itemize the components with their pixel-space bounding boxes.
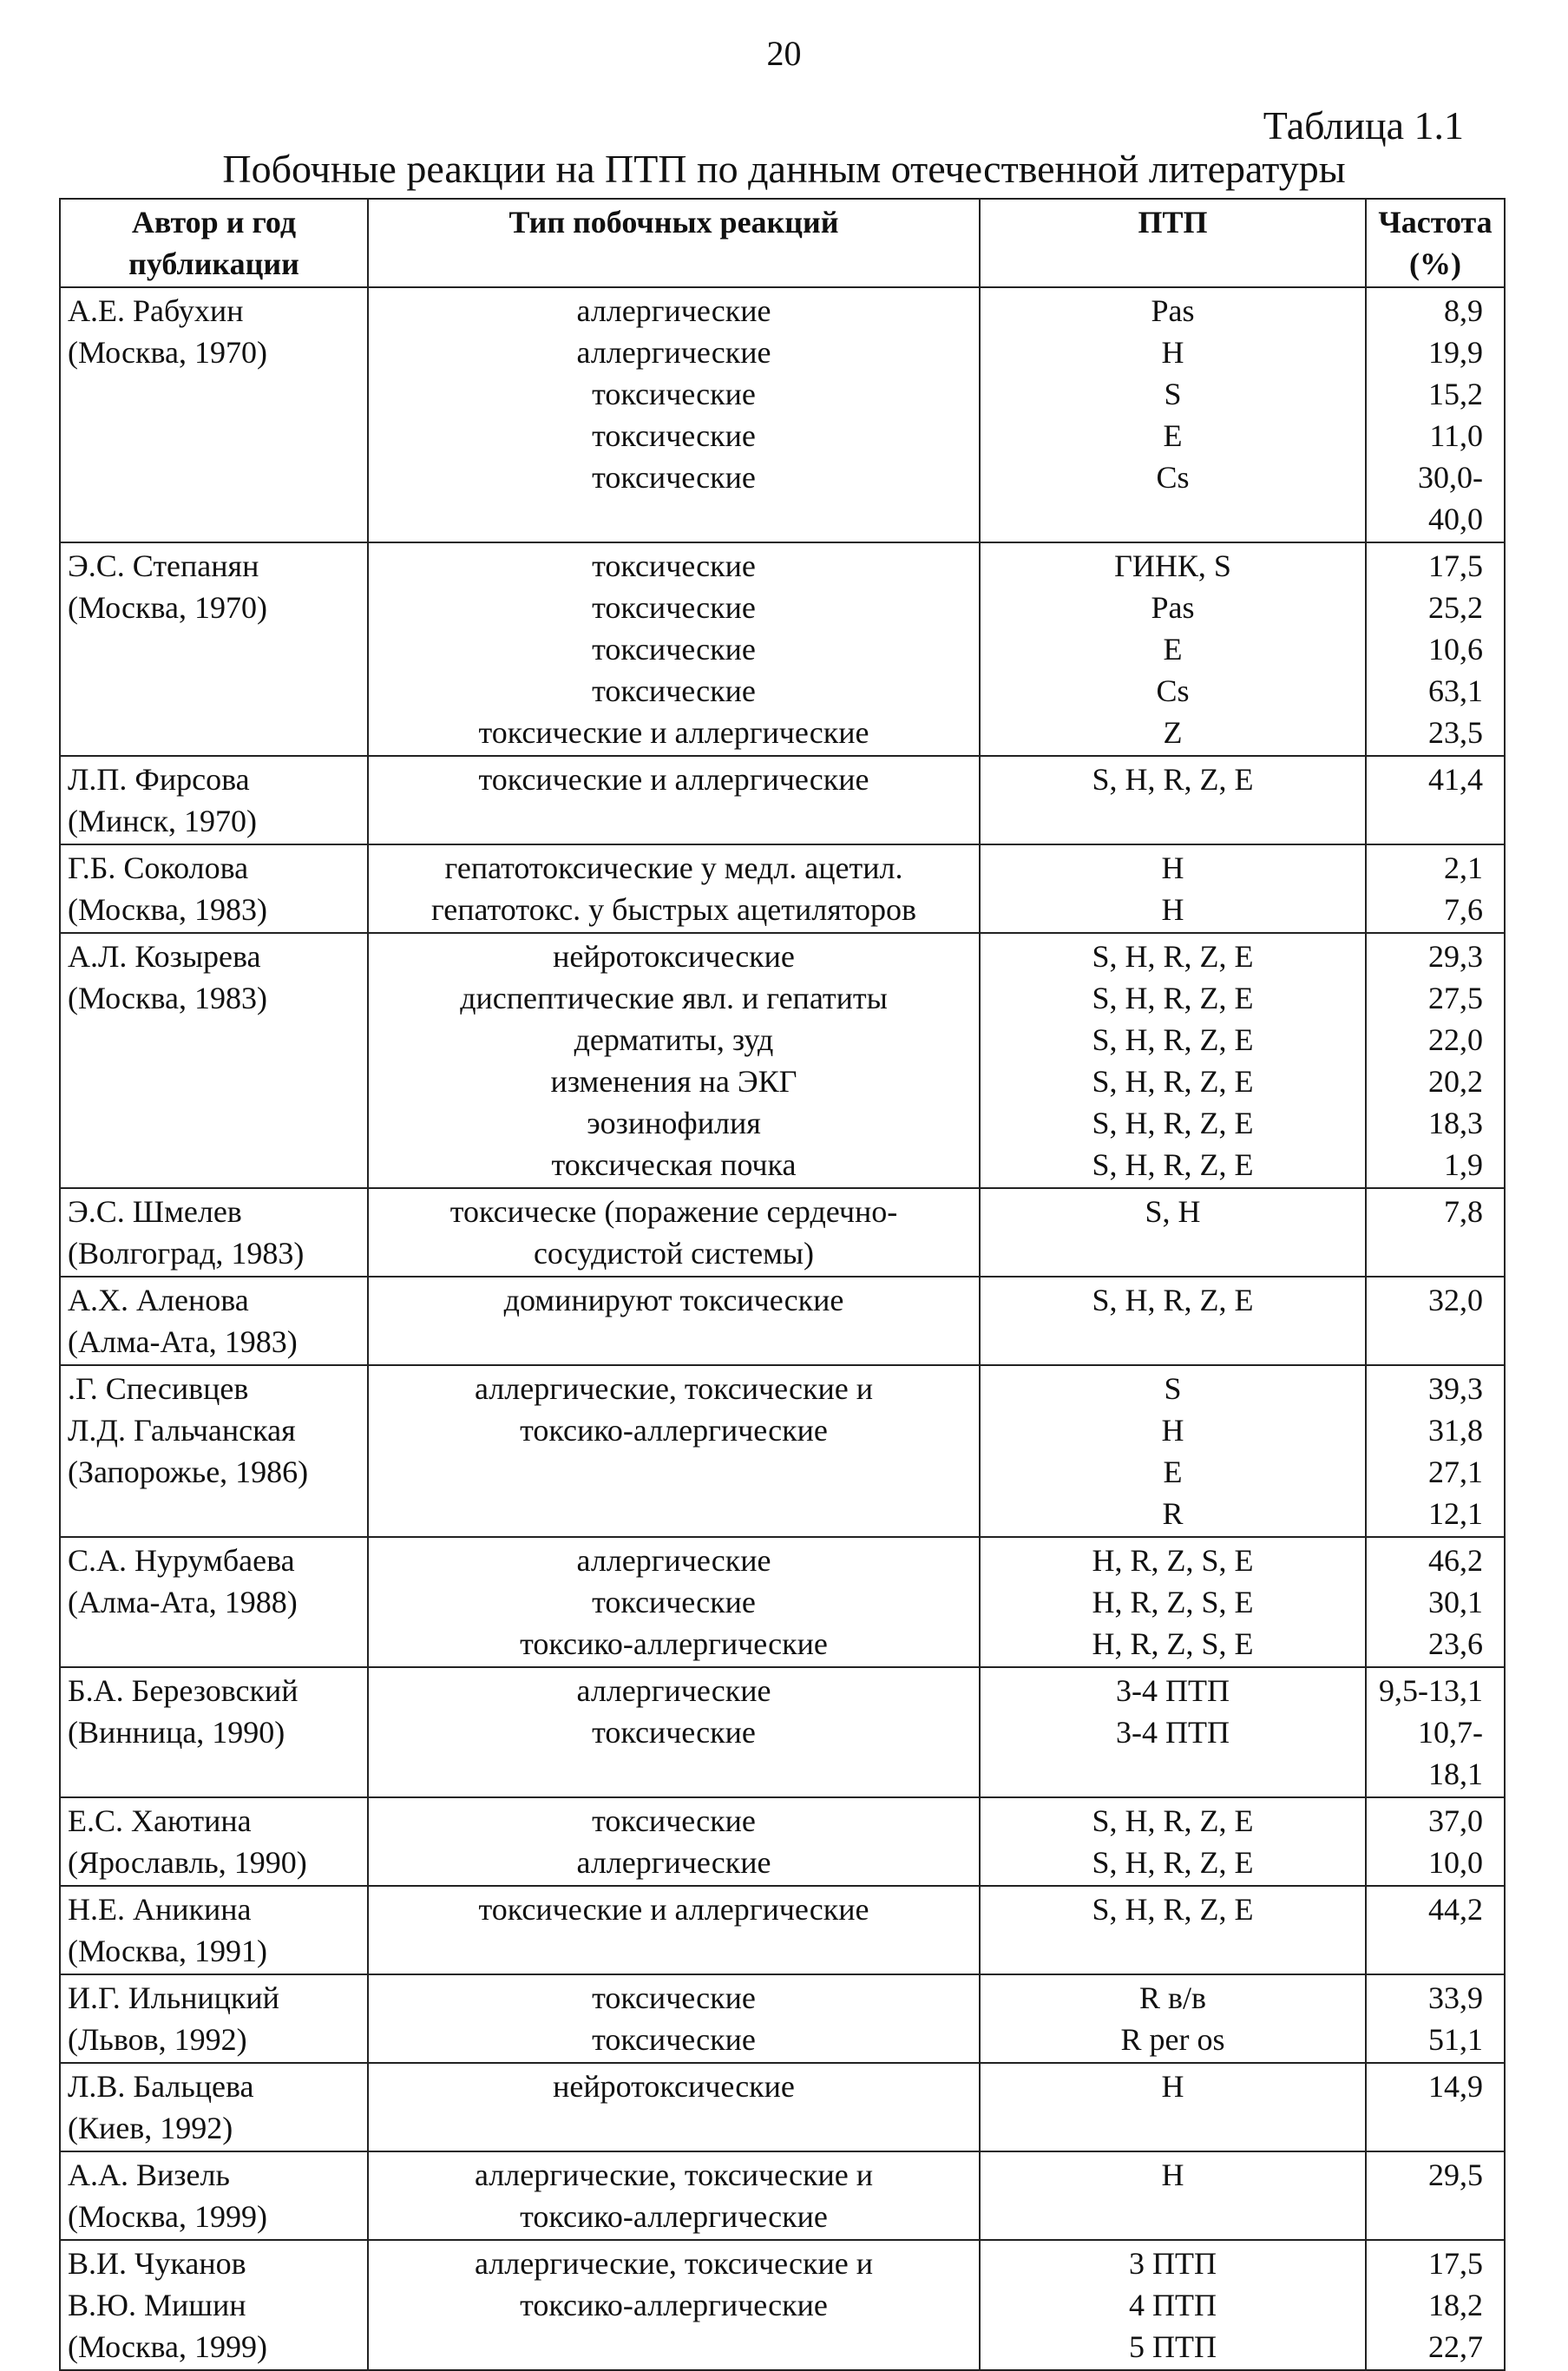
cell-author-line: Н.Е. Аникина: [68, 1892, 252, 1927]
cell-author: [60, 542, 368, 756]
cell-drug-line: S, H, R, Z, E: [1092, 1803, 1254, 1838]
cell-reaction-type-line: токсическе (поражение сердечно-: [449, 1194, 898, 1229]
table-row: [60, 1797, 1505, 1886]
cell-drug-line: 4 ПТП: [1129, 2288, 1217, 2322]
cell-reaction-type: [368, 2063, 980, 2151]
cell-frequency-line: 23,5: [1428, 715, 1483, 750]
cell-frequency: [1366, 756, 1505, 844]
cell-frequency: [1366, 1277, 1505, 1365]
cell-author-line: С.А. Нурумбаева: [68, 1543, 295, 1578]
cell-frequency-line: 17,5: [1428, 548, 1483, 583]
cell-reaction-type-line: аллергические, токсические и: [475, 2246, 873, 2281]
cell-reaction-type-line: нейротоксические: [553, 939, 795, 974]
table-row: [60, 1886, 1505, 1974]
cell-reaction-type-line: аллергические: [576, 1543, 771, 1578]
cell-reaction-type-line: токсико-аллергические: [520, 1626, 828, 1661]
cell-frequency-line: 30,0-40,0: [1418, 460, 1483, 536]
cell-reaction-type-line: токсические и аллергические: [478, 762, 869, 797]
cell-reaction-type-line: токсические: [592, 1585, 756, 1619]
cell-reaction-type: [368, 1886, 980, 1974]
cell-drug-line: S, H, R, Z, E: [1092, 1147, 1254, 1182]
cell-drug-line: S, H, R, Z, E: [1092, 1845, 1254, 1880]
cell-author-line: (Львов, 1992): [68, 2022, 247, 2057]
cell-author-line: (Киев, 1992): [68, 2111, 233, 2145]
cell-drug-line: Cs: [1156, 460, 1190, 495]
cell-frequency: [1366, 287, 1505, 542]
cell-frequency-line: 41,4: [1428, 762, 1483, 797]
cell-drug: [980, 2063, 1366, 2151]
cell-frequency-line: 51,1: [1428, 2022, 1483, 2057]
cell-frequency-line: 1,9: [1444, 1147, 1483, 1182]
cell-reaction-type-line: сосудистой системы): [533, 1236, 815, 1271]
cell-frequency-line: 18,3: [1428, 1106, 1483, 1140]
adverse-reactions-table: [59, 198, 1506, 2371]
cell-frequency-line: 44,2: [1428, 1892, 1483, 1927]
cell-frequency-line: 17,5: [1428, 2246, 1483, 2281]
cell-frequency-line: 7,6: [1444, 892, 1483, 927]
cell-drug: [980, 844, 1366, 933]
cell-frequency: [1366, 1188, 1505, 1277]
cell-author-line: Б.А. Березовский: [68, 1673, 299, 1708]
cell-drug: [980, 1188, 1366, 1277]
cell-reaction-type: [368, 1188, 980, 1277]
cell-author-line: (Волгоград, 1983): [68, 1236, 305, 1271]
cell-reaction-type-line: аллергические: [576, 1673, 771, 1708]
page-number: 20: [766, 34, 802, 73]
cell-frequency-line: 27,5: [1428, 981, 1483, 1015]
table-row: [60, 1188, 1505, 1277]
cell-drug-line: H, R, Z, S, E: [1092, 1543, 1254, 1578]
cell-frequency-line: 10,7-18,1: [1418, 1715, 1483, 1791]
cell-reaction-type-line: токсико-аллергические: [520, 2288, 828, 2322]
cell-frequency-line: 27,1: [1428, 1455, 1483, 1489]
cell-drug-line: 5 ПТП: [1129, 2329, 1217, 2364]
cell-frequency-line: 39,3: [1428, 1371, 1483, 1406]
cell-reaction-type-line: токсические: [592, 377, 756, 411]
table-header-row: [60, 199, 1505, 287]
cell-frequency-line: 15,2: [1428, 377, 1483, 411]
header-frequency-line: Частота: [1378, 205, 1493, 240]
cell-author-line: И.Г. Ильницкий: [68, 1980, 279, 2015]
cell-reaction-type-line: аллергические: [576, 335, 771, 370]
cell-frequency-line: 20,2: [1428, 1064, 1483, 1099]
table-row: [60, 2240, 1505, 2370]
cell-reaction-type-line: токсические: [592, 1715, 756, 1750]
table-title: Побочные реакции на ПТП по данным отечественной литературы: [222, 147, 1346, 191]
cell-frequency-line: 32,0: [1428, 1283, 1483, 1317]
cell-author-line: (Москва, 1999): [68, 2329, 267, 2364]
cell-frequency-line: 14,9: [1428, 2069, 1483, 2104]
cell-drug-line: Pas: [1151, 590, 1195, 625]
cell-drug: [980, 2151, 1366, 2240]
cell-frequency-line: 46,2: [1428, 1543, 1483, 1578]
cell-author-line: А.Л. Козырева: [68, 939, 261, 974]
cell-drug-line: H: [1161, 892, 1184, 927]
cell-frequency-line: 37,0: [1428, 1803, 1483, 1838]
cell-frequency-line: 10,6: [1428, 632, 1483, 667]
cell-frequency: [1366, 1974, 1505, 2063]
cell-drug-line: H: [1161, 2158, 1184, 2192]
cell-author-line: (Запорожье, 1986): [68, 1455, 309, 1489]
cell-reaction-type-line: нейротоксические: [553, 2069, 795, 2104]
cell-reaction-type-line: гепатотоксические у медл. ацетил.: [444, 851, 903, 885]
cell-frequency: [1366, 542, 1505, 756]
table-row: [60, 1277, 1505, 1365]
header-author: [60, 199, 368, 287]
cell-drug-line: R per os: [1120, 2022, 1225, 2057]
cell-author: [60, 1365, 368, 1537]
header-frequency: [1366, 199, 1505, 287]
cell-reaction-type-line: токсические: [592, 548, 756, 583]
cell-author: [60, 287, 368, 542]
cell-frequency-line: 18,2: [1428, 2288, 1483, 2322]
table-row: [60, 287, 1505, 542]
cell-frequency-line: 12,1: [1428, 1496, 1483, 1531]
cell-author: [60, 756, 368, 844]
cell-drug: [980, 756, 1366, 844]
cell-drug-line: Pas: [1151, 293, 1195, 328]
cell-frequency-line: 11,0: [1429, 418, 1483, 453]
cell-author-line: В.И. Чуканов: [68, 2246, 246, 2281]
cell-reaction-type: [368, 844, 980, 933]
cell-drug: [980, 542, 1366, 756]
table-row: [60, 1974, 1505, 2063]
cell-author: [60, 1797, 368, 1886]
cell-frequency-line: 25,2: [1428, 590, 1483, 625]
cell-reaction-type-line: токсическая почка: [551, 1147, 797, 1182]
cell-reaction-type-line: аллергические: [576, 293, 771, 328]
cell-reaction-type-line: гепатотокс. у быстрых ацетиляторов: [430, 892, 917, 927]
table-row: [60, 844, 1505, 933]
cell-reaction-type-line: токсические: [592, 1980, 756, 2015]
cell-author-line: А.Х. Аленова: [68, 1283, 249, 1317]
cell-drug: [980, 2240, 1366, 2370]
cell-frequency-line: 22,7: [1428, 2329, 1483, 2364]
cell-drug-line: S, H, R, Z, E: [1092, 1022, 1254, 1057]
cell-reaction-type-line: токсико-аллергические: [520, 2199, 828, 2234]
cell-reaction-type-line: токсические: [592, 2022, 756, 2057]
table-row: [60, 542, 1505, 756]
table-row: [60, 2063, 1505, 2151]
cell-drug-line: R в/в: [1138, 1980, 1206, 2015]
cell-drug: [980, 1886, 1366, 1974]
cell-author-line: В.Ю. Мишин: [68, 2288, 246, 2322]
cell-frequency: [1366, 1886, 1505, 1974]
cell-reaction-type: [368, 1277, 980, 1365]
cell-author: [60, 1188, 368, 1277]
cell-frequency-line: 63,1: [1428, 673, 1483, 708]
cell-frequency: [1366, 2240, 1505, 2370]
cell-author-line: (Минск, 1970): [68, 804, 257, 838]
cell-author: [60, 1667, 368, 1797]
cell-frequency-line: 7,8: [1444, 1194, 1483, 1229]
cell-reaction-type-line: токсические: [592, 590, 756, 625]
cell-reaction-type-line: токсические и аллергические: [478, 1892, 869, 1927]
cell-author-line: (Алма-Ата, 1988): [68, 1585, 298, 1619]
cell-author-line: Г.Б. Соколова: [68, 851, 249, 885]
cell-drug-line: 3-4 ПТП: [1116, 1715, 1230, 1750]
cell-drug: [980, 1365, 1366, 1537]
cell-reaction-type-line: диспептические явл. и гепатиты: [460, 981, 888, 1015]
table-row: [60, 933, 1505, 1188]
cell-reaction-type-line: токсико-аллергические: [520, 1413, 828, 1448]
cell-drug-line: S: [1164, 1371, 1182, 1406]
cell-reaction-type: [368, 2240, 980, 2370]
cell-drug-line: E: [1163, 418, 1183, 453]
cell-frequency: [1366, 1667, 1505, 1797]
cell-frequency-line: 29,5: [1428, 2158, 1483, 2192]
cell-drug-line: R: [1162, 1496, 1184, 1531]
cell-frequency-line: 29,3: [1428, 939, 1483, 974]
cell-author: [60, 1886, 368, 1974]
table-row: [60, 756, 1505, 844]
cell-drug-line: H: [1161, 1413, 1184, 1448]
cell-drug-line: S, H, R, Z, E: [1092, 1064, 1254, 1099]
cell-reaction-type-line: эозинофилия: [587, 1106, 761, 1140]
cell-drug-line: Cs: [1156, 673, 1190, 708]
cell-reaction-type-line: аллергические: [576, 1845, 771, 1880]
cell-drug-line: S, H: [1145, 1194, 1201, 1229]
cell-drug-line: H, R, Z, S, E: [1092, 1585, 1254, 1619]
header-reaction-type: Тип побочных реакций: [368, 199, 980, 287]
cell-author-line: Л.Д. Гальчанская: [68, 1413, 296, 1448]
cell-reaction-type-line: изменения на ЭКГ: [550, 1064, 797, 1099]
cell-author: [60, 2151, 368, 2240]
cell-frequency: [1366, 2151, 1505, 2240]
cell-drug: [980, 1797, 1366, 1886]
cell-reaction-type-line: токсические: [592, 1803, 756, 1838]
cell-author-line: Л.В. Бальцева: [68, 2069, 254, 2104]
cell-drug-line: 3 ПТП: [1129, 2246, 1217, 2281]
cell-reaction-type-line: токсические: [592, 418, 756, 453]
cell-drug-line: Z: [1163, 715, 1183, 750]
cell-drug-line: H: [1161, 2069, 1184, 2104]
cell-reaction-type: [368, 2151, 980, 2240]
table-caption: Таблица 1.1: [1263, 103, 1464, 148]
cell-frequency-line: 31,8: [1428, 1413, 1483, 1448]
cell-author-line: (Москва, 1983): [68, 981, 267, 1015]
table-row: [60, 2151, 1505, 2240]
cell-author-line: (Москва, 1970): [68, 590, 267, 625]
cell-reaction-type: [368, 287, 980, 542]
cell-reaction-type: [368, 1365, 980, 1537]
table-row: [60, 1365, 1505, 1537]
cell-author-line: (Москва, 1999): [68, 2199, 267, 2234]
cell-reaction-type: [368, 756, 980, 844]
header-frequency-line: (%): [1409, 246, 1461, 281]
cell-author: [60, 1277, 368, 1365]
cell-author: [60, 2240, 368, 2370]
cell-author: [60, 844, 368, 933]
cell-frequency-line: 23,6: [1428, 1626, 1483, 1661]
cell-frequency-line: 33,9: [1428, 1980, 1483, 2015]
cell-author-line: .Г. Спесивцев: [68, 1371, 249, 1406]
cell-drug-line: S, H, R, Z, E: [1092, 939, 1254, 974]
cell-reaction-type-line: аллергические, токсические и: [475, 2158, 873, 2192]
cell-author-line: (Москва, 1983): [68, 892, 267, 927]
cell-author-line: А.А. Визель: [68, 2158, 230, 2192]
cell-frequency-line: 22,0: [1428, 1022, 1483, 1057]
cell-reaction-type: [368, 933, 980, 1188]
cell-reaction-type-line: дерматиты, зуд: [574, 1022, 774, 1057]
header-drug: ПТП: [980, 199, 1366, 287]
cell-drug-line: E: [1163, 632, 1183, 667]
header-author-line: публикации: [128, 246, 299, 281]
cell-author: [60, 2063, 368, 2151]
cell-frequency: [1366, 1537, 1505, 1667]
cell-drug: [980, 1277, 1366, 1365]
cell-frequency: [1366, 2063, 1505, 2151]
table-row: [60, 1667, 1505, 1797]
cell-frequency: [1366, 1365, 1505, 1537]
cell-drug-line: S, H, R, Z, E: [1092, 1106, 1254, 1140]
cell-drug-line: S: [1164, 377, 1182, 411]
cell-frequency-line: 10,0: [1428, 1845, 1483, 1880]
cell-author-line: Э.С. Шмелев: [68, 1194, 242, 1229]
cell-frequency-line: 8,9: [1444, 293, 1483, 328]
cell-drug-line: ГИНК, S: [1114, 548, 1231, 583]
cell-reaction-type-line: токсические: [592, 673, 756, 708]
cell-author-line: (Алма-Ата, 1983): [68, 1324, 298, 1359]
cell-frequency-line: 30,1: [1428, 1585, 1483, 1619]
cell-drug-line: H: [1161, 335, 1184, 370]
cell-reaction-type: [368, 1974, 980, 2063]
cell-reaction-type-line: токсические: [592, 460, 756, 495]
cell-frequency-line: 9,5-13,1: [1379, 1673, 1483, 1708]
cell-author-line: А.Е. Рабухин: [68, 293, 244, 328]
cell-author: [60, 1974, 368, 2063]
cell-drug: [980, 1667, 1366, 1797]
cell-frequency-line: 19,9: [1428, 335, 1483, 370]
cell-author: [60, 1537, 368, 1667]
table-body: [60, 287, 1505, 2370]
cell-frequency: [1366, 1797, 1505, 1886]
table-row: [60, 1537, 1505, 1667]
cell-author-line: Е.С. Хаютина: [68, 1803, 252, 1838]
cell-reaction-type: [368, 1537, 980, 1667]
cell-author-line: Э.С. Степанян: [68, 548, 259, 583]
cell-reaction-type-line: доминируют токсические: [503, 1283, 844, 1317]
cell-reaction-type: [368, 542, 980, 756]
cell-frequency: [1366, 933, 1505, 1188]
header-author-line: Автор и год: [131, 205, 297, 240]
cell-drug-line: S, H, R, Z, E: [1092, 1892, 1254, 1927]
cell-drug: [980, 1537, 1366, 1667]
cell-author-line: (Москва, 1991): [68, 1934, 267, 1968]
cell-drug-line: S, H, R, Z, E: [1092, 1283, 1254, 1317]
cell-reaction-type-line: токсические: [592, 632, 756, 667]
cell-author-line: (Ярославль, 1990): [68, 1845, 307, 1880]
cell-drug: [980, 1974, 1366, 2063]
cell-drug-line: S, H, R, Z, E: [1092, 981, 1254, 1015]
cell-drug: [980, 933, 1366, 1188]
cell-author-line: (Винница, 1990): [68, 1715, 285, 1750]
cell-author-line: (Москва, 1970): [68, 335, 267, 370]
cell-author-line: Л.П. Фирсова: [68, 762, 250, 797]
cell-drug-line: 3-4 ПТП: [1116, 1673, 1230, 1708]
cell-reaction-type: [368, 1797, 980, 1886]
cell-author: [60, 933, 368, 1188]
cell-drug: [980, 287, 1366, 542]
cell-frequency: [1366, 844, 1505, 933]
cell-drug-line: H, R, Z, S, E: [1092, 1626, 1254, 1661]
cell-drug-line: S, H, R, Z, E: [1092, 762, 1254, 797]
cell-drug-line: E: [1163, 1455, 1183, 1489]
cell-reaction-type-line: токсические и аллергические: [478, 715, 869, 750]
cell-reaction-type: [368, 1667, 980, 1797]
cell-drug-line: H: [1161, 851, 1184, 885]
cell-frequency-line: 2,1: [1444, 851, 1483, 885]
cell-reaction-type-line: аллергические, токсические и: [475, 1371, 873, 1406]
